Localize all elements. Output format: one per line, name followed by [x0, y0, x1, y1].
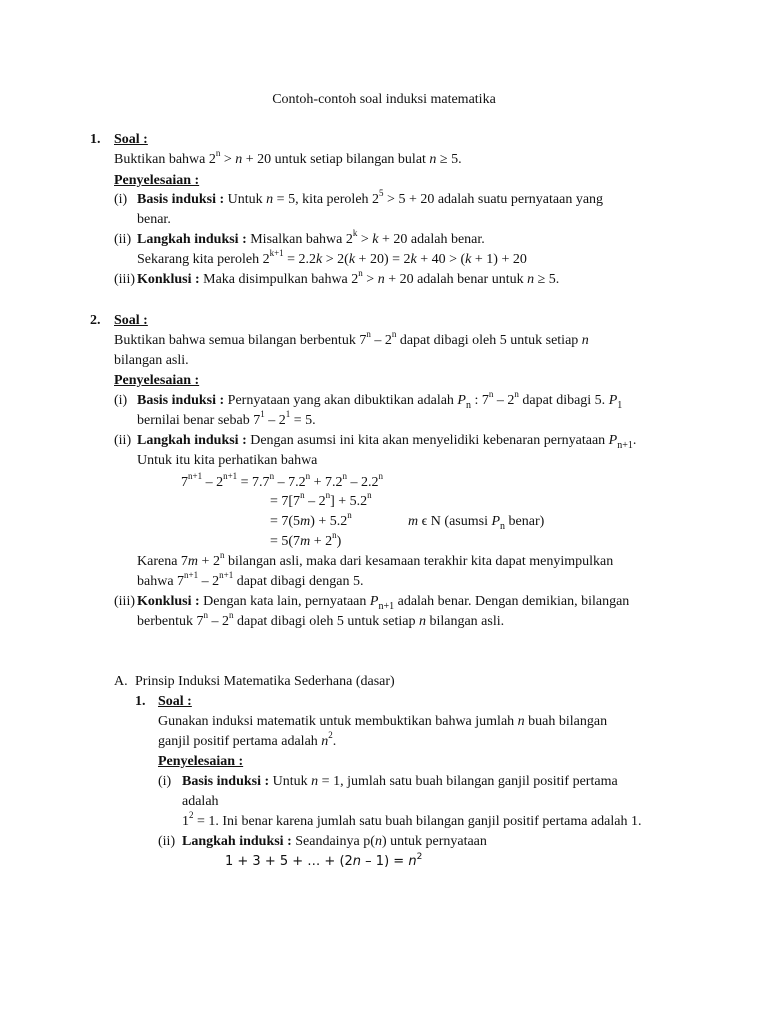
basis-step-cont: adalah — [182, 794, 219, 809]
soal-heading: Soal : — [114, 132, 148, 147]
step-label: (i) — [114, 393, 128, 408]
conclusion-step: Konklusi : Maka disimpulkan bahwa $2^n > n + 20$ adalah benar untuk n ≥ 5. — [137, 268, 560, 287]
basis-step-cont: bernilai benar sebab $7^1 - 2^1 = 5$. — [137, 409, 316, 428]
penyelesaian-heading: Penyelesaian : — [158, 754, 244, 769]
induction-step: Langkah induksi : Dengan asumsi ini kita akan menyelidiki kebenaran pernyataan $P_{n+1}$. — [137, 433, 637, 451]
problem-statement: Buktikan bahwa $2^n > n + 20$ untuk setiap bilangan bulat n ≥ 5. — [114, 148, 462, 167]
equation-note: m ϵ N (asumsi $P_n$ benar) — [408, 514, 545, 532]
induction-result-cont: bahwa $7^{n+1} - 2^{n+1}$ dapat dibagi dengan 5. — [137, 570, 364, 589]
step-label: (iii) — [114, 594, 135, 609]
induction-step: Langkah induksi : Misalkan bahwa $2^k > k + 20$ adalah benar. — [137, 228, 485, 247]
step-label: (i) — [114, 192, 128, 207]
problem-statement-cont: bilangan asli. — [114, 353, 189, 368]
basis-step-cont: benar. — [137, 212, 171, 227]
step-label: (ii) — [114, 433, 132, 448]
soal-heading: Soal : — [158, 694, 192, 709]
equation-line-2: = $7[7^n - 2^n] + 5.2^n$ — [270, 490, 372, 509]
induction-step-cont: Sekarang kita peroleh $2^{k+1} = 2.2k > 2(k + 20) = 2k + 40 > (k + 1) + 20$ — [137, 248, 527, 267]
problem-statement: Buktikan bahwa semua bilangan berbentuk 7$^n$ – 2$^n$ dapat dibagi oleh 5 untuk setiap n — [114, 329, 589, 348]
equation-line-3: = $7(5m) + 5.2^n$ — [270, 510, 352, 529]
equation-line-1: $7^{n+1} - 2^{n+1} = 7.7^n - 7.2^n + 7.2^n - 2.2^n$ — [181, 471, 383, 490]
induction-step-cont: Untuk itu kita perhatikan bahwa — [137, 453, 318, 468]
problem-statement: Gunakan induksi matematik untuk membuktikan bahwa jumlah n buah bilangan — [158, 714, 608, 729]
item-number: 1. — [135, 694, 146, 709]
step-label: (ii) — [158, 834, 176, 849]
item-number: 1. — [90, 132, 101, 147]
basis-step: Basis induksi : Pernyataan yang akan dibuktikan adalah $P_n$ : 7$^n$ – 2$^n$ dapat dibagi 5. $P_1$ — [137, 389, 623, 411]
item-number: 2. — [90, 313, 101, 328]
induction-step: Langkah induksi : Seandainya p(n) untuk pernyataan — [182, 834, 487, 849]
basis-step: Basis induksi : Untuk n = 5, kita peroleh $2^5 > 5 + 20$ adalah suatu pernyataan yang — [137, 188, 604, 207]
penyelesaian-heading: Penyelesaian : — [114, 373, 200, 388]
step-label: (ii) — [114, 232, 132, 247]
step-label: (i) — [158, 774, 172, 789]
problem-statement-cont: ganjil positif pertama adalah $n^2$. — [158, 730, 337, 749]
basis-step: Basis induksi : Untuk n = 1, jumlah satu buah bilangan ganjil positif pertama — [182, 774, 618, 789]
penyelesaian-heading: Penyelesaian : — [114, 173, 200, 188]
section-title: Prinsip Induksi Matematika Sederhana (dasar) — [135, 674, 395, 689]
induction-result: Karena $7m + 2^n$ bilangan asli, maka dari kesamaan terakhir kita dapat menyimpulkan — [137, 550, 614, 569]
equation-line-4: = $5(7m + 2^n)$ — [270, 530, 342, 549]
page-title: Contoh-contoh soal induksi matematika — [272, 92, 496, 107]
basis-step-result: $1^2 = 1$. Ini benar karena jumlah satu buah bilangan ganjil positif pertama adalah 1. — [182, 810, 642, 829]
step-label: (iii) — [114, 272, 135, 287]
conclusion-step: Konklusi : Dengan kata lain, pernyataan $P_{n+1}$ adalah benar. Dengan demikian, bilangan — [137, 594, 630, 612]
sum-equation: 1 + 3 + 5 + … + $(2n - 1) = n^2$ — [225, 851, 423, 869]
conclusion-step-cont: berbentuk 7$^n$ – 2$^n$ dapat dibagi oleh 5 untuk setiap n bilangan asli. — [137, 610, 505, 629]
section-letter: A. — [114, 674, 128, 689]
soal-heading: Soal : — [114, 313, 148, 328]
